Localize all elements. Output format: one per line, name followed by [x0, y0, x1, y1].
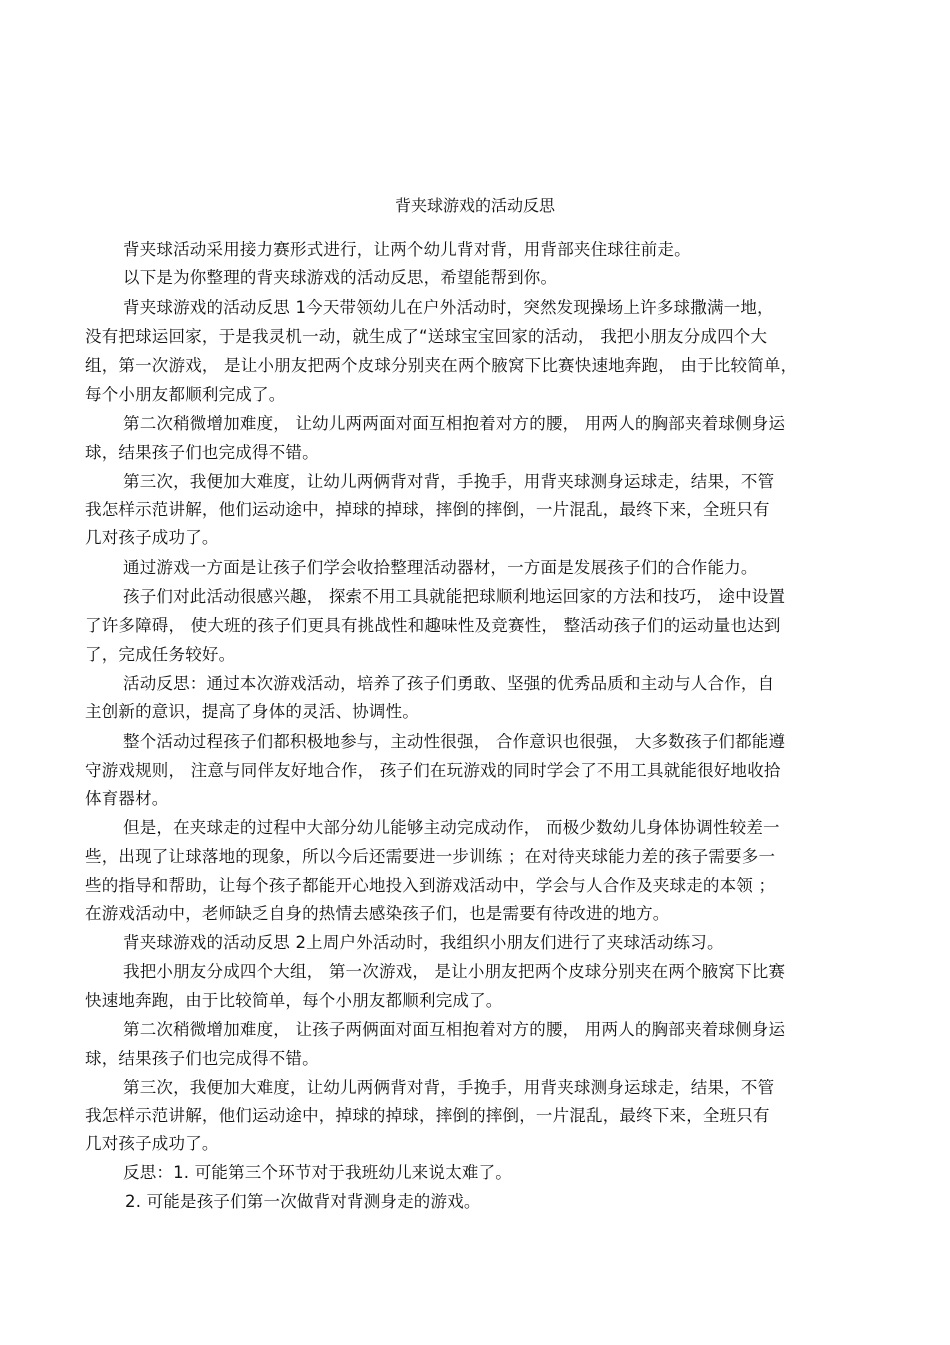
paragraph-line: 第二次稍微增加难度， 让幼儿两两面对面互相抱着对方的腰， 用两人的胸部夹着球侧身运 — [123, 414, 786, 433]
document-title: 背夹球游戏的活动反思 — [394, 196, 555, 215]
paragraph-line: 了许多障碍， 使大班的孩子们更具有挑战性和趣味性及竞赛性， 整活动孩子们的运动量也达到 — [85, 616, 781, 635]
paragraph-line: 几对孩子成功了。 — [85, 1134, 219, 1153]
paragraph-line: 但是，在夹球走的过程中大部分幼儿能够主动完成动作， 而极少数幼儿身体协调性较差一 — [123, 818, 780, 837]
paragraph-line: 2. 可能是孩子们第一次做背对背测身走的游戏。 — [125, 1192, 481, 1211]
paragraph-line: 整个活动过程孩子们都积极地参与，主动性很强， 合作意识也很强， 大多数孩子们都能遵 — [123, 732, 786, 751]
paragraph-line: 些的指导和帮助，让每个孩子都能开心地投入到游戏活动中，学会与人合作及夹球走的本领 ； — [85, 876, 776, 895]
paragraph-line: 在游戏活动中，老师缺乏自身的热情去感染孩子们，也是需要有待改进的地方。 — [85, 904, 670, 923]
paragraph-line: 反思：1. 可能第三个环节对于我班幼儿来说太难了。 — [123, 1163, 512, 1182]
paragraph-line: 孩子们对此活动很感兴趣， 探索不用工具就能把球顺利地运回家的方法和技巧， 途中设置 — [123, 587, 786, 606]
paragraph-line: 以下是为你整理的背夹球游戏的活动反思，希望能帮到你。 — [123, 268, 558, 287]
paragraph-line: 体育器材。 — [85, 789, 169, 808]
paragraph-line: 了，完成任务较好。 — [85, 645, 236, 664]
paragraph-line: 些，出现了让球落地的现象，所以今后还需要进一步训练 ；在对待夹球能力差的孩子需要多一 — [85, 847, 776, 866]
paragraph-line: 每个小朋友都顺利完成了。 — [85, 385, 286, 404]
paragraph-line: 活动反思：通过本次游戏活动，培养了孩子们勇敢、坚强的优秀品质和主动与人合作，自 — [123, 674, 775, 693]
paragraph-line: 主创新的意识，提高了身体的灵活、协调性。 — [85, 702, 419, 721]
paragraph-line: 第三次，我便加大难度，让幼儿两俩背对背，手挽手，用背夹球测身运球走，结果，不管 — [123, 1078, 775, 1097]
paragraph-line: 几对孩子成功了。 — [85, 528, 219, 547]
paragraph-line: 背夹球活动采用接力赛形式进行，让两个幼儿背对背，用背部夹住球往前走。 — [123, 240, 691, 259]
paragraph-line: 第二次稍微增加难度， 让孩子两俩面对面互相抱着对方的腰， 用两人的胸部夹着球侧身运 — [123, 1020, 786, 1039]
paragraph-line: 第三次，我便加大难度，让幼儿两俩背对背，手挽手，用背夹球测身运球走，结果，不管 — [123, 472, 775, 491]
paragraph-line: 球，结果孩子们也完成得不错。 — [85, 1049, 319, 1068]
paragraph-line: 我怎样示范讲解，他们运动途中，掉球的掉球，摔倒的摔倒，一片混乱，最终下来，全班只有 — [85, 1106, 770, 1125]
paragraph-line: 组，第一次游戏， 是让小朋友把两个皮球分别夹在两个腋窝下比赛快速地奔跑， 由于比较简单， — [85, 356, 798, 375]
paragraph-line: 背夹球游戏的活动反思 2上周户外活动时，我组织小朋友们进行了夹球活动练习。 — [123, 933, 724, 952]
paragraph-line: 快速地奔跑，由于比较简单，每个小朋友都顺利完成了。 — [85, 991, 503, 1010]
paragraph-line: 没有把球运回家，于是我灵机一动，就生成了“送球宝宝回家的活动， 我把小朋友分成四个大 — [85, 327, 768, 346]
paragraph-line: 通过游戏一方面是让孩子们学会收拾整理活动器材，一方面是发展孩子们的合作能力。 — [123, 558, 758, 577]
paragraph-line: 背夹球游戏的活动反思 1今天带领幼儿在户外活动时，突然发现操场上许多球撒满一地， — [123, 298, 774, 317]
paragraph-line: 守游戏规则， 注意与同伴友好地合作， 孩子们在玩游戏的同时学会了不用工具就能很好地收拾 — [85, 761, 781, 780]
paragraph-line: 球，结果孩子们也完成得不错。 — [85, 443, 319, 462]
paragraph-line: 我怎样示范讲解，他们运动途中，掉球的掉球，摔倒的摔倒，一片混乱，最终下来，全班只有 — [85, 500, 770, 519]
paragraph-line: 我把小朋友分成四个大组， 第一次游戏， 是让小朋友把两个皮球分别夹在两个腋窝下比赛 — [123, 962, 786, 981]
